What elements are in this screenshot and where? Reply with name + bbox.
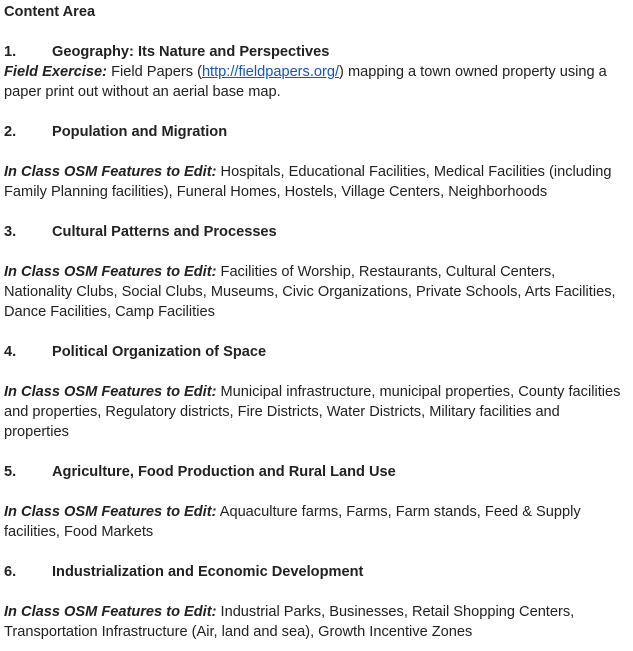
section-2-line-2: Family Planning facilities), Funeral Homes, Hostels, Village Centers, Neighborhoods bbox=[4, 184, 548, 200]
spacer bbox=[4, 542, 633, 562]
section-4-heading bbox=[4, 342, 633, 362]
spacer bbox=[4, 102, 633, 122]
section-3-line-1 bbox=[4, 262, 633, 282]
section-5-line-2: facilities, Food Markets bbox=[4, 524, 154, 540]
section-2-number: 2. bbox=[4, 124, 17, 140]
spacer bbox=[4, 22, 633, 42]
section-2-title: Population and Migration bbox=[52, 124, 228, 140]
section-3-heading bbox=[4, 222, 633, 242]
section-6-line-2: Transportation Infrastructure (Air, land and sea), Growth Incentive Zones bbox=[4, 624, 473, 640]
section-4-line-3: properties bbox=[4, 424, 69, 440]
section-4-line-1 bbox=[4, 382, 633, 402]
spacer bbox=[4, 242, 633, 262]
section-6-text-1: Industrial Parks, Businesses, Retail Shopping Centers, bbox=[216, 604, 575, 620]
spacer bbox=[4, 482, 633, 502]
section-4-title: Political Organization of Space bbox=[52, 344, 267, 360]
section-6-line-1 bbox=[4, 602, 633, 622]
spacer bbox=[4, 362, 633, 382]
section-2-heading bbox=[4, 122, 633, 142]
section-3-line-2: Nationality Clubs, Social Clubs, Museums, Civic Organizations, Private Schools, Arts Facilities, bbox=[4, 284, 616, 300]
section-2-line-1 bbox=[4, 162, 633, 182]
section-3-title: Cultural Patterns and Processes bbox=[52, 224, 277, 240]
section-1-label: Field Exercise: bbox=[4, 64, 108, 80]
section-1-text-before-link: Field Papers ( bbox=[107, 64, 202, 80]
section-1-title: Geography: Its Nature and Perspectives bbox=[52, 44, 330, 60]
section-6-label: In Class OSM Features to Edit: bbox=[4, 604, 217, 620]
section-3-text-1: Facilities of Worship, Restaurants, Cultural Centers, bbox=[216, 264, 556, 280]
section-5-label: In Class OSM Features to Edit: bbox=[4, 504, 217, 520]
content-area-title: Content Area bbox=[4, 4, 96, 20]
section-2-text-1: Hospitals, Educational Facilities, Medical Facilities (including bbox=[216, 164, 612, 180]
section-1-number: 1. bbox=[4, 44, 17, 60]
section-2-label: In Class OSM Features to Edit: bbox=[4, 164, 217, 180]
section-1-text-after-link: ) mapping a town owned property using a bbox=[339, 64, 607, 80]
section-5-line-1 bbox=[4, 502, 633, 522]
section-6-title: Industrialization and Economic Development bbox=[52, 564, 364, 580]
spacer bbox=[4, 322, 633, 342]
section-5-heading bbox=[4, 462, 633, 482]
section-5-text-1: Aquaculture farms, Farms, Farm stands, Feed & Supply bbox=[216, 504, 581, 520]
section-3-number: 3. bbox=[4, 224, 17, 240]
section-5-number: 5. bbox=[4, 464, 17, 480]
section-4-line-2: and properties, Regulatory districts, Fire Districts, Water Districts, Military facilities and bbox=[4, 404, 560, 420]
spacer bbox=[4, 442, 633, 462]
section-6-number: 6. bbox=[4, 564, 17, 580]
section-5-title: Agriculture, Food Production and Rural Land Use bbox=[52, 464, 396, 480]
spacer bbox=[4, 202, 633, 222]
section-4-label: In Class OSM Features to Edit: bbox=[4, 384, 217, 400]
fieldpapers-link[interactable]: http://fieldpapers.org/ bbox=[201, 64, 340, 80]
section-1-line-1 bbox=[4, 62, 633, 82]
section-3-line-3: Dance Facilities, Camp Facilities bbox=[4, 304, 215, 320]
section-4-number: 4. bbox=[4, 344, 17, 360]
section-3-label: In Class OSM Features to Edit: bbox=[4, 264, 217, 280]
spacer bbox=[4, 142, 633, 162]
section-4-text-1: Municipal infrastructure, municipal properties, County facilities bbox=[216, 384, 621, 400]
section-6-heading bbox=[4, 562, 633, 582]
section-1-line-2: paper print out without an aerial base map. bbox=[4, 84, 281, 100]
section-1-heading bbox=[4, 42, 633, 62]
spacer bbox=[4, 582, 633, 602]
